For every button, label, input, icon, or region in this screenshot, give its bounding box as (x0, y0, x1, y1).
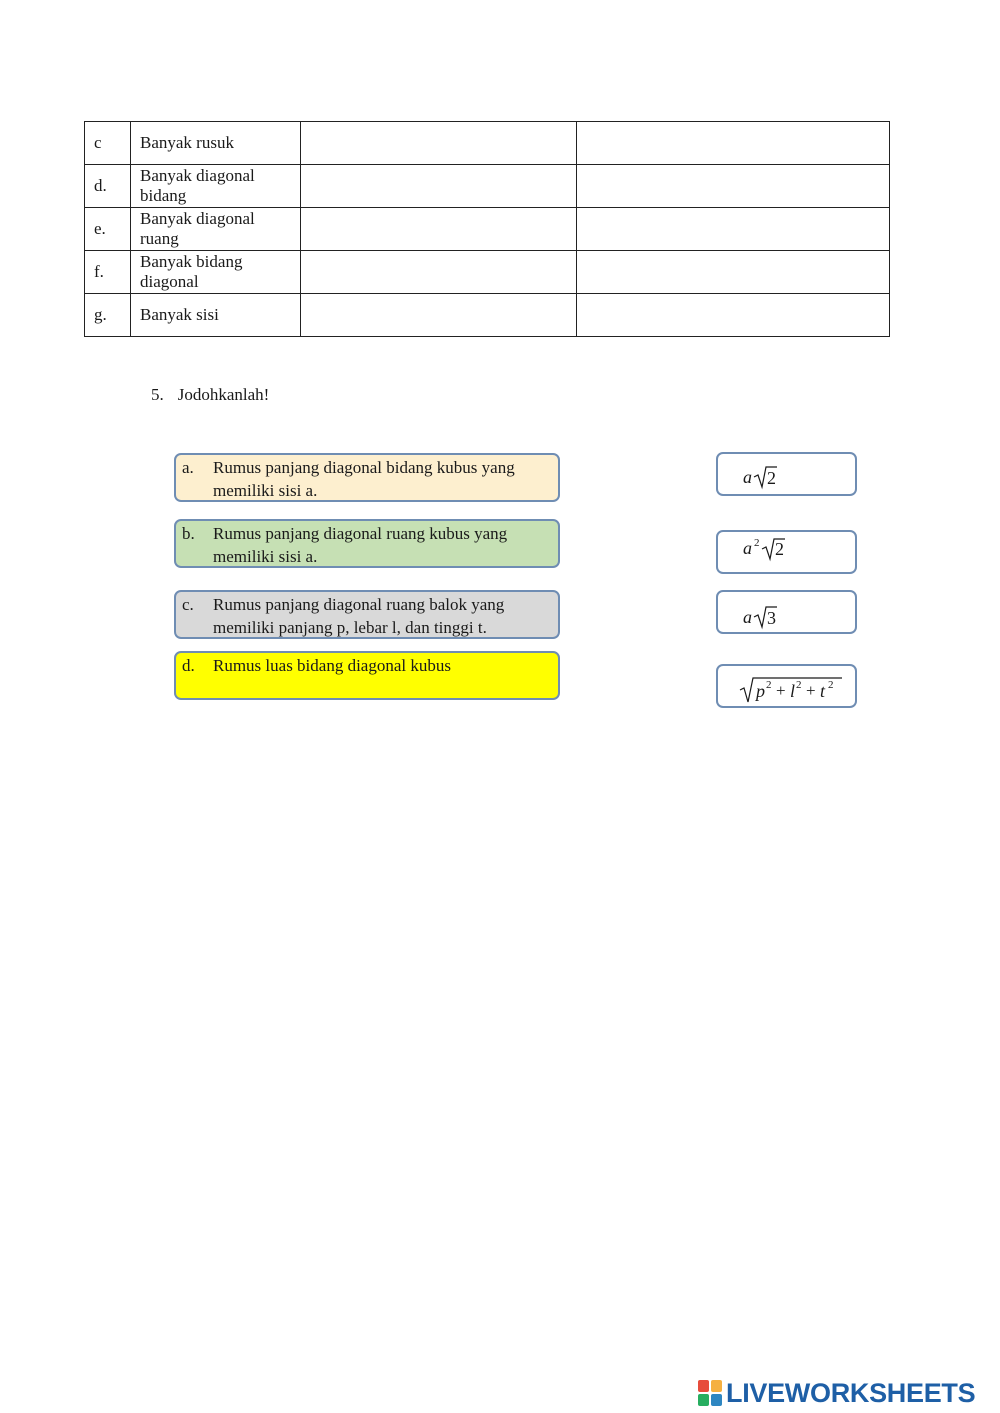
match-answer-2[interactable] (716, 530, 857, 574)
match-answer-3[interactable] (716, 590, 857, 634)
properties-table (84, 121, 890, 337)
logo-tile (711, 1394, 722, 1406)
prompt-letter: d. (182, 656, 195, 675)
formula-a-sqrt-3 (718, 592, 859, 636)
row-letter: g. (85, 294, 131, 337)
formula-exponent: 2 (796, 679, 802, 691)
row-letter: c (85, 122, 131, 165)
answer-cell[interactable] (301, 294, 577, 337)
row-letter: d. (85, 165, 131, 208)
row-label: Banyak diagonal bidang (131, 165, 301, 208)
logo-tile (711, 1380, 722, 1392)
table-row (85, 294, 890, 337)
formula-radicand: 2 (767, 468, 776, 488)
formula-term: t (820, 681, 826, 701)
formula-base: a (743, 607, 752, 627)
formula-exponent: 2 (766, 679, 772, 691)
row-label: Banyak diagonal ruang (131, 208, 301, 251)
table-row (85, 251, 890, 294)
match-prompt-d[interactable] (174, 651, 560, 700)
prompt-text: Rumus panjang diagonal bidang kubus yang memiliki sisi a. (213, 458, 515, 500)
formula-base: a (743, 538, 752, 558)
answer-cell[interactable] (301, 165, 577, 208)
answer-cell[interactable] (301, 251, 577, 294)
answer-cell[interactable] (577, 165, 890, 208)
match-prompt-c[interactable] (174, 590, 560, 639)
formula-a2-sqrt-2 (718, 532, 859, 576)
table-row (85, 208, 890, 251)
match-answer-1[interactable] (716, 452, 857, 496)
question-heading (151, 385, 269, 405)
question-text: Jodohkanlah! (177, 385, 270, 404)
prompt-letter: c. (182, 595, 194, 614)
row-label: Banyak rusuk (131, 122, 301, 165)
answer-cell[interactable] (577, 122, 890, 165)
answer-cell[interactable] (577, 294, 890, 337)
formula-exponent: 2 (754, 537, 760, 549)
logo-text: LIVEWORKSHEETS (726, 1377, 976, 1408)
formula-sqrt-p2-l2-t2 (718, 666, 859, 710)
question-number: 5. (151, 385, 164, 404)
row-letter: f. (85, 251, 131, 294)
row-label: Banyak bidang diagonal (131, 251, 301, 294)
formula-radicand: 2 (775, 539, 784, 559)
liveworksheets-logo (698, 1378, 975, 1408)
row-letter: e. (85, 208, 131, 251)
prompt-text: Rumus panjang diagonal ruang kubus yang memiliki sisi a. (213, 524, 508, 566)
prompt-text: Rumus panjang diagonal ruang balok yang memiliki panjang p, lebar l, dan tinggi t. (213, 595, 505, 637)
formula-base: a (743, 467, 752, 487)
row-label: Banyak sisi (131, 294, 301, 337)
formula-exponent: 2 (828, 679, 834, 691)
logo-grid-icon (698, 1380, 722, 1406)
formula-term: l (790, 681, 796, 701)
answer-cell[interactable] (301, 122, 577, 165)
table-row (85, 122, 890, 165)
prompt-letter: b. (182, 524, 195, 543)
table-row (85, 165, 890, 208)
answer-cell[interactable] (301, 208, 577, 251)
formula-operator: + (776, 681, 786, 700)
answer-cell[interactable] (577, 208, 890, 251)
logo-tile (698, 1380, 709, 1392)
prompt-text: Rumus luas bidang diagonal kubus (213, 656, 451, 675)
formula-operator: + (806, 681, 816, 700)
formula-a-sqrt-2 (718, 454, 859, 498)
formula-radicand: 3 (767, 608, 776, 628)
match-answer-4[interactable] (716, 664, 857, 708)
formula-term: p (756, 681, 765, 701)
prompt-letter: a. (182, 458, 194, 477)
match-prompt-a[interactable] (174, 453, 560, 502)
match-prompt-b[interactable] (174, 519, 560, 568)
logo-tile (698, 1394, 709, 1406)
answer-cell[interactable] (577, 251, 890, 294)
